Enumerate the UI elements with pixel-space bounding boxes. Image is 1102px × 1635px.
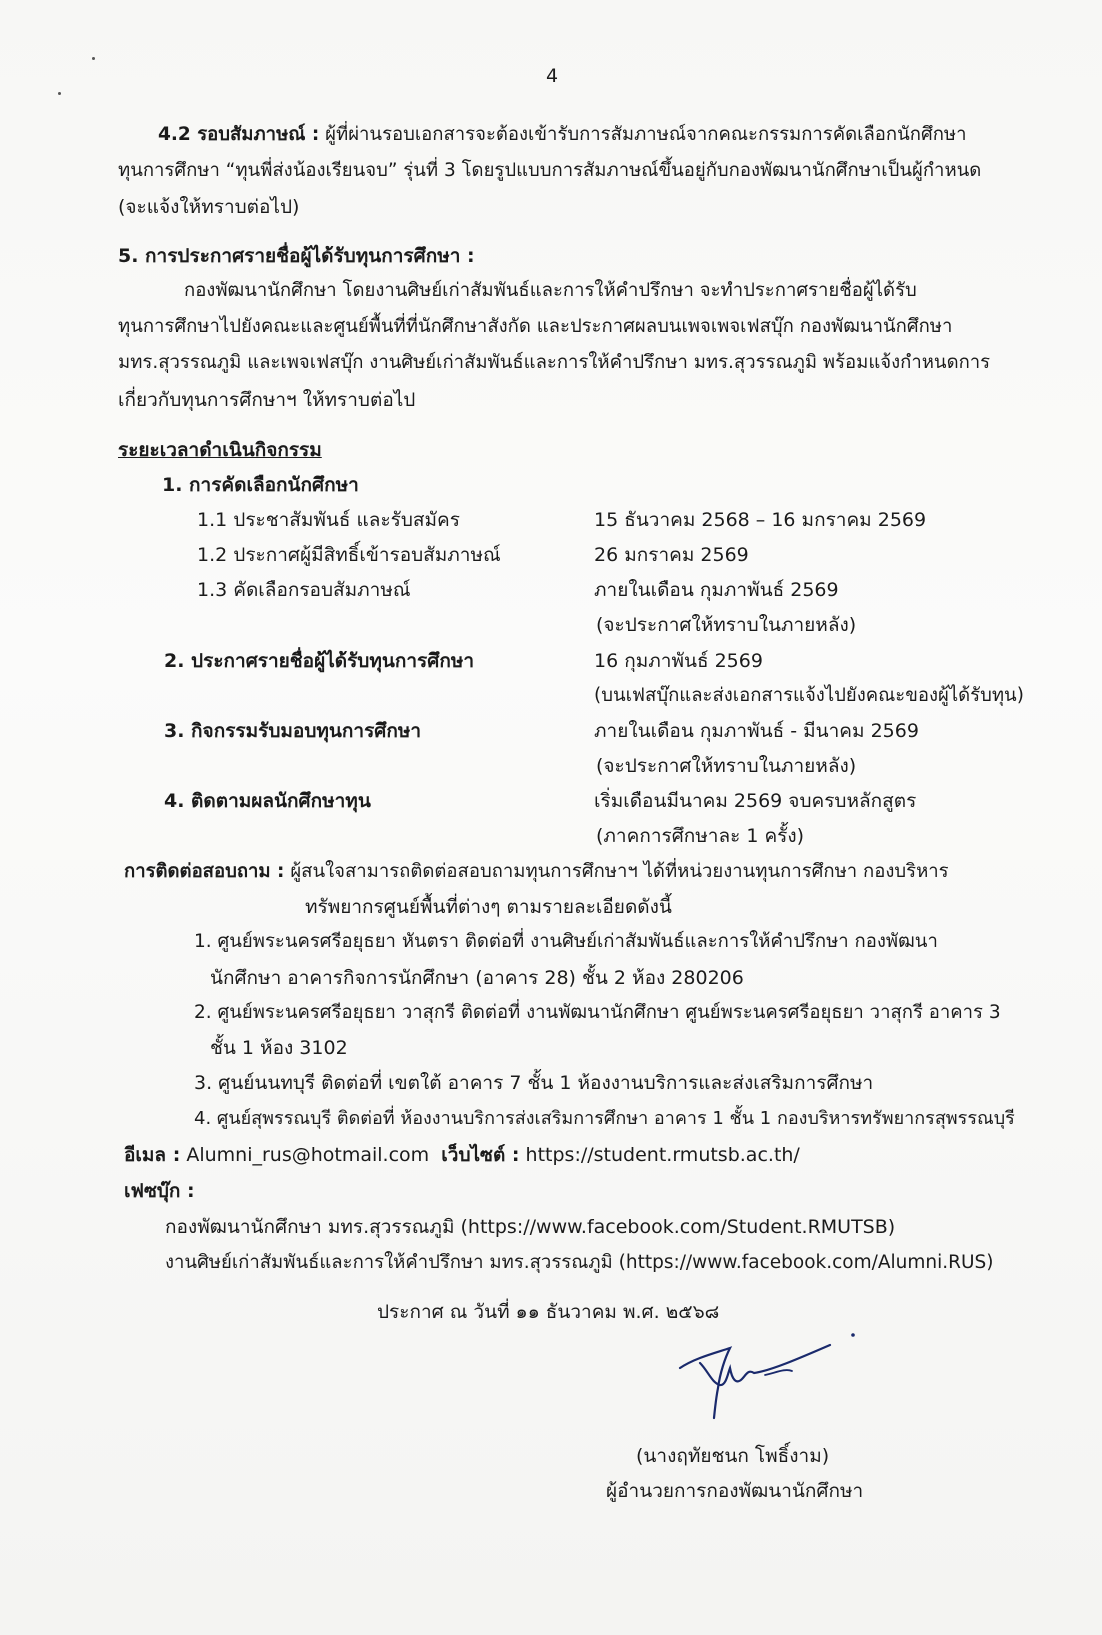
schedule-item-1: 1. การคัดเลือกนักศึกษา	[162, 474, 359, 496]
website-label: เว็บไซต์ :	[441, 1144, 520, 1166]
section-4-2-text: ผู้ที่ผ่านรอบเอกสารจะต้องเข้ารับการสัมภาษณ์จากคณะกรรมการคัดเลือกนักศึกษา	[319, 124, 967, 145]
section-4-2-heading: 4.2 รอบสัมภาษณ์ :	[158, 124, 320, 145]
schedule-item-4: 4. ติดตามผลนักศึกษาทุน	[164, 790, 371, 812]
contact-text: ผู้สนใจสามารถติดต่อสอบถามทุนการศึกษาฯ ได้ที่หน่วยงานทุนการศึกษา กองบริหาร	[284, 861, 949, 882]
schedule-sub-1-2: 1.2 ประกาศผู้มีสิทธิ์เข้ารอบสัมภาษณ์	[197, 544, 501, 566]
website-value[interactable]: https://student.rmutsb.ac.th/	[519, 1144, 800, 1166]
contact-center-4: 4. ศูนย์สุพรรณบุรี ติดต่อที่ ห้องงานบริการส่งเสริมการศึกษา อาคาร 1 ชั้น 1 กองบริหารทรัพยากรสุพรรณบุรี	[194, 1108, 1015, 1129]
contact-email-website-line	[124, 1141, 800, 1169]
contact-center-3: 3. ศูนย์นนทบุรี ติดต่อที่ เขตใต้ อาคาร 7 ชั้น 1 ห้องงานบริการและส่งเสริมการศึกษา	[194, 1072, 874, 1094]
scan-speck	[92, 57, 95, 60]
schedule-item-2-note: (บนเฟสบุ๊กและส่งเอกสารแจ้งไปยังคณะของผู้ได้รับทุน)	[594, 685, 1024, 706]
signer-name: (นางฤทัยชนก โพธิ์งาม)	[636, 1445, 830, 1467]
section-4-2-line1	[158, 121, 966, 149]
schedule-sub-1-3-date: ภายในเดือน กุมภาพันธ์ 2569	[594, 579, 839, 601]
section-4-2-line3: (จะแจ้งให้ทราบต่อไป)	[118, 196, 300, 218]
page-number: 4	[546, 65, 559, 87]
schedule-item-3: 3. กิจกรรมรับมอบทุนการศึกษา	[164, 720, 422, 742]
schedule-sub-1-1-date: 15 ธันวาคม 2568 – 16 มกราคม 2569	[594, 509, 927, 531]
announcement-date: ประกาศ ณ วันที่ ๑๑ ธันวาคม พ.ศ. ๒๕๖๘	[377, 1301, 720, 1323]
schedule-item-4-note: (ภาคการศึกษาละ 1 ครั้ง)	[596, 825, 805, 847]
facebook-link-2[interactable]: งานศิษย์เก่าสัมพันธ์และการให้คำปรึกษา มทร.สุวรรณภูมิ (https://www.facebook.com/Alumni.RUS)	[165, 1252, 994, 1273]
scan-speck	[58, 92, 61, 95]
contact-line1	[124, 858, 949, 886]
contact-center-1-line1: 1. ศูนย์พระนครศรีอยุธยา หันตรา ติดต่อที่ งานศิษย์เก่าสัมพันธ์และการให้คำปรึกษา กองพัฒนา	[194, 931, 938, 952]
signer-title: ผู้อำนวยการกองพัฒนานักศึกษา	[606, 1480, 864, 1502]
email-value[interactable]: Alumni_rus@hotmail.com	[180, 1144, 430, 1166]
section-4-2-line2: ทุนการศึกษา “ทุนพี่ส่งน้องเรียนจบ” รุ่นที่ 3 โดยรูปแบบการสัมภาษณ์ขึ้นอยู่กับกองพัฒนานักศึกษาเป็นผู้กำหนด	[118, 160, 982, 181]
schedule-heading: ระยะเวลาดำเนินกิจกรรม	[118, 439, 322, 461]
schedule-item-4-date: เริ่มเดือนมีนาคม 2569 จบครบหลักสูตร	[594, 790, 917, 812]
facebook-link-1[interactable]: กองพัฒนานักศึกษา มทร.สุวรรณภูมิ (https://www.facebook.com/Student.RMUTSB)	[165, 1216, 896, 1238]
contact-center-1-line2: นักศึกษา อาคารกิจการนักศึกษา (อาคาร 28) ชั้น 2 ห้อง 280206	[210, 967, 744, 989]
schedule-sub-1-2-date: 26 มกราคม 2569	[594, 544, 749, 566]
schedule-item-3-note: (จะประกาศให้ทราบในภายหลัง)	[596, 755, 857, 777]
schedule-sub-1-3: 1.3 คัดเลือกรอบสัมภาษณ์	[197, 579, 411, 601]
section-5-line1: กองพัฒนานักศึกษา โดยงานศิษย์เก่าสัมพันธ์และการให้คำปรึกษา จะทำประกาศรายชื่อผู้ได้รับ	[184, 280, 917, 301]
section-5-line4: เกี่ยวกับทุนการศึกษาฯ ให้ทราบต่อไป	[118, 389, 416, 411]
facebook-label: เฟซบุ๊ก :	[124, 1180, 195, 1202]
contact-line2: ทรัพยากรศูนย์พื้นที่ต่างๆ ตามรายละเอียดดังนี้	[305, 896, 672, 918]
schedule-item-3-date: ภายในเดือน กุมภาพันธ์ - มีนาคม 2569	[594, 720, 919, 742]
schedule-sub-1-3-note: (จะประกาศให้ทราบในภายหลัง)	[596, 614, 857, 636]
section-5-line2: ทุนการศึกษาไปยังคณะและศูนย์พื้นที่ที่นักศึกษาสังกัด และประกาศผลบนเพจเพจเฟสบุ๊ก กองพัฒนานักศึกษา	[118, 316, 953, 337]
schedule-sub-1-1: 1.1 ประชาสัมพันธ์ และรับสมัคร	[197, 509, 460, 531]
contact-heading: การติดต่อสอบถาม :	[124, 861, 285, 882]
contact-center-2-line1: 2. ศูนย์พระนครศรีอยุธยา วาสุกรี ติดต่อที่ งานพัฒนานักศึกษา ศูนย์พระนครศรีอยุธยา วาสุกรี อาคาร 3	[194, 1002, 1001, 1023]
email-label: อีเมล :	[124, 1144, 181, 1166]
schedule-item-2: 2. ประกาศรายชื่อผู้ได้รับทุนการศึกษา	[164, 650, 475, 672]
signature-image	[670, 1313, 870, 1433]
section-5-line3: มทร.สุวรรณภูมิ และเพจเฟสบุ๊ก งานศิษย์เก่าสัมพันธ์และการให้คำปรึกษา มทร.สุวรรณภูมิ พร้อมแจ้งกำหนดการ	[118, 352, 991, 373]
contact-center-2-line2: ชั้น 1 ห้อง 3102	[210, 1037, 348, 1059]
schedule-item-2-date: 16 กุมภาพันธ์ 2569	[594, 650, 763, 672]
section-5-heading: 5. การประกาศรายชื่อผู้ได้รับทุนการศึกษา :	[118, 245, 475, 267]
